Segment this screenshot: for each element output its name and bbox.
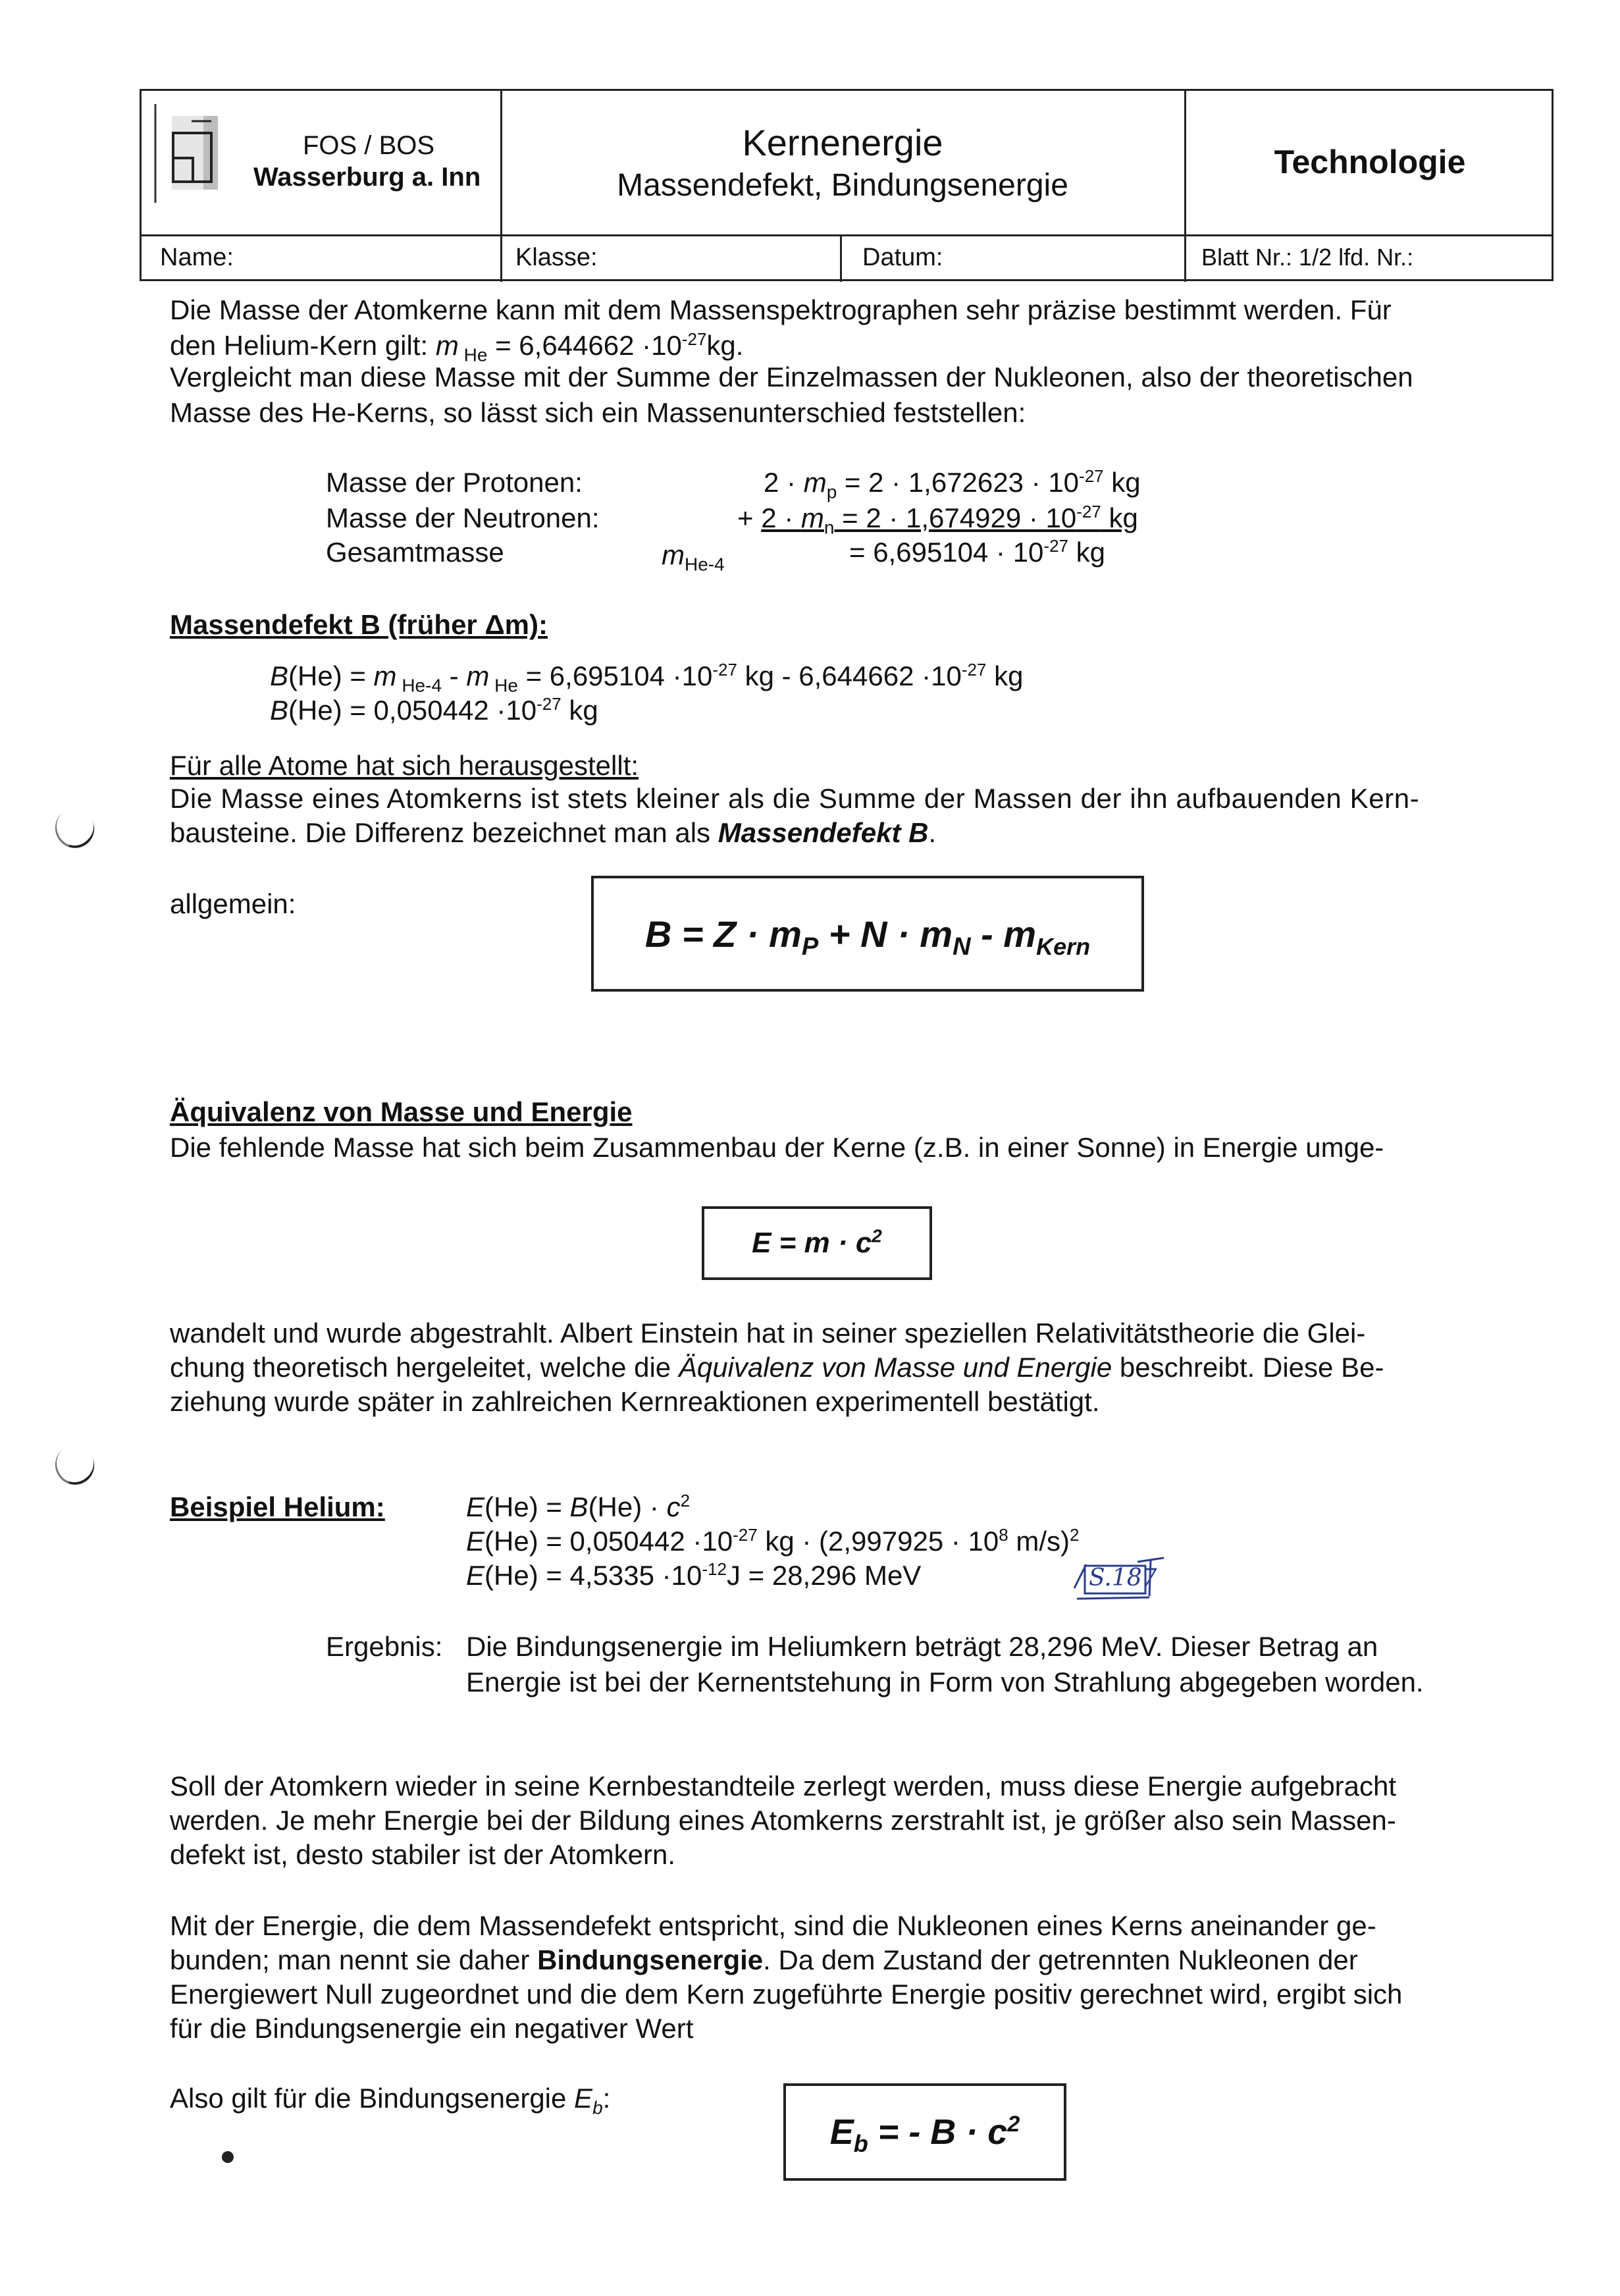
all-atoms-line2: bausteine. Die Differenz bezeichnet man als Massendefekt B.: [170, 817, 937, 848]
aequivalenz-heading: Äquivalenz von Masse und Energie: [170, 1096, 633, 1127]
handwritten-note: S.187: [1089, 1564, 1157, 1591]
intro-line2-pre: den Helium-Kern gilt:: [170, 330, 436, 361]
bindungsenergie-term: Bindungsenergie: [537, 1944, 764, 1975]
subject-label: Technologie: [1274, 144, 1466, 180]
all-atoms-heading: Für alle Atome hat sich herausgestellt:: [170, 750, 639, 781]
name-field-label: Name:: [160, 244, 234, 271]
mass-protons-value: $2 \cdot m_p = 2 \cdot 1,672623 \cdot 10^{-27}$ kg: [764, 466, 1141, 502]
aequivalenz-line2: wandelt und wurde abgestrahlt. Albert Einstein hat in seiner speziellen Relativitätstheorie die Glei-: [170, 1318, 1366, 1348]
beispiel-heading: Beispiel Helium:: [170, 1491, 385, 1522]
para-mit-line1: Mit der Energie, die dem Massendefekt entspricht, sind die Nukleonen eines Kerns aneinander ge-: [170, 1910, 1376, 1941]
sheet-number-label: Blatt Nr.: 1/2 lfd. Nr.:: [1201, 244, 1414, 271]
intro-line2: den Helium-Kern gilt: m $_{He} = 6,644662 \cdot 10^{-27}kg$.: [170, 329, 744, 365]
aequivalenz-line3: chung theoretisch hergeleitet, welche die Äquivalenz von Masse und Energie beschreibt. Diese Be-: [170, 1352, 1384, 1383]
ergebnis-line1: Die Bindungsenergie im Heliumkern beträgt 28,296 MeV. Dieser Betrag an: [466, 1631, 1378, 1662]
intro-line1: Die Masse der Atomkerne kann mit dem Massenspektrographen sehr präzise bestimmt werden. Für: [170, 294, 1392, 325]
school-line2: Wasserburg a. Inn: [253, 163, 481, 192]
para-mit-line4: für die Bindungsenergie ein negativer Wert: [170, 2013, 694, 2044]
intro-line3: Vergleicht man diese Masse mit der Summe der Einzelmassen der Nukleonen, also der theoretischen: [170, 361, 1413, 392]
para-mit-line3: Energiewert Null zugeordnet und die dem Kern zugeführte Energie positiv gerechnet wird, ergibt sich: [170, 1979, 1403, 2010]
beispiel-eq3: $E(He) = 4,5335 \cdot 10^{-12}J = 28,296$ MeV: [466, 1559, 922, 1591]
massendefekt-term: Massendefekt B: [718, 817, 929, 848]
all-atoms-line1: Die Masse eines Atomkerns ist stets kleiner als die Summe der Massen der ihn aufbauenden Kern-: [170, 783, 1420, 814]
beispiel-eq1: $E(He) = B(He) \cdot c^2$: [466, 1491, 691, 1522]
class-field-label: Klasse:: [515, 244, 598, 271]
para-mit-line2: bunden; man nennt sie daher Bindungsenergie. Da dem Zustand der getrennten Nukleonen der: [170, 1944, 1358, 1975]
aequivalenz-line4: ziehung wurde später in zahlreichen Kernreaktionen experimentell bestätigt.: [170, 1386, 1100, 1417]
header-table: [140, 89, 1554, 281]
school-line1: FOS / BOS: [303, 131, 435, 160]
total-mass-symbol: $m_{He-4}$: [662, 539, 725, 575]
para-soll-line2: werden. Je mehr Energie bei der Bildung eines Atomkerns zerstrahlt ist, je größer also sein Massen-: [170, 1805, 1396, 1836]
allgemein-label: allgemein:: [170, 888, 296, 919]
page-subtitle: Massendefekt, Bindungsenergie: [617, 168, 1068, 203]
formula-box-massendefekt: $B = Z \cdot m_P + N \cdot m_N - m_{Kern}$: [591, 876, 1144, 992]
para-soll-line1: Soll der Atomkern wieder in seine Kernbestandteile zerlegt werden, muss diese Energie aufgebracht: [170, 1771, 1397, 1802]
aequivalenz-line1: Die fehlende Masse hat sich beim Zusammenbau der Kerne (z.B. in einer Sonne) in Energie umge-: [170, 1132, 1384, 1163]
mass-protons-label: Masse der Protonen:: [326, 467, 583, 498]
bindungsenergie-label: Also gilt für die Bindungsenergie $E_b$:: [170, 2083, 611, 2118]
total-mass-label: Gesamtmasse: [326, 537, 504, 568]
date-field-label: Datum:: [862, 244, 943, 271]
total-mass-value: = $6,695104 \cdot 10^{-27}$ kg: [849, 536, 1106, 568]
ergebnis-line2: Energie ist bei der Kernentstehung in Form von Strahlung abgegeben worden.: [466, 1667, 1424, 1697]
page-title: Kernenergie: [742, 122, 943, 163]
formula-box-bindungsenergie: $E_b$ = - $B \cdot c^2$: [783, 2083, 1066, 2181]
massendefekt-eq2: $B(He) = 0,050442 \cdot 10^{-27}$ kg: [270, 694, 598, 726]
intro-line4: Masse des He-Kerns, so lässt sich ein Massenunterschied feststellen:: [170, 397, 1026, 428]
para-soll-line3: defekt ist, desto stabiler ist der Atomkern.: [170, 1839, 676, 1870]
school-logo: [152, 104, 230, 203]
formula-box-emc2: $E = m \cdot c^2$: [702, 1206, 932, 1280]
mass-neutrons-value: + $2 \cdot m_n = 2 \cdot 1,674929 \cdot 10^{-27}$ kg: [737, 502, 1138, 538]
punch-hole-mark: [48, 1438, 101, 1491]
ergebnis-label: Ergebnis:: [326, 1631, 443, 1662]
beispiel-eq2: $E(He) = 0,050442 \cdot 10^{-27}$ kg · ($2,997925 \cdot 10^8$ m/s)$^2$: [466, 1525, 1080, 1557]
massendefekt-eq1: B(He) = m $_{He-4}$ - m $_{He} = 6,695104 \cdot 10^{-27}$ kg - $6,644662 \cdot 10^{-27}$ kg: [270, 660, 1024, 696]
bullet-dot: [222, 2151, 234, 2163]
intro-line2-post: kg.: [706, 330, 744, 361]
massendefekt-heading: Massendefekt B (früher Δm):: [170, 609, 548, 640]
mass-neutrons-label: Masse der Neutronen:: [326, 502, 600, 533]
punch-hole-mark: [48, 801, 101, 855]
handwritten-page-reference: [1072, 1557, 1170, 1603]
